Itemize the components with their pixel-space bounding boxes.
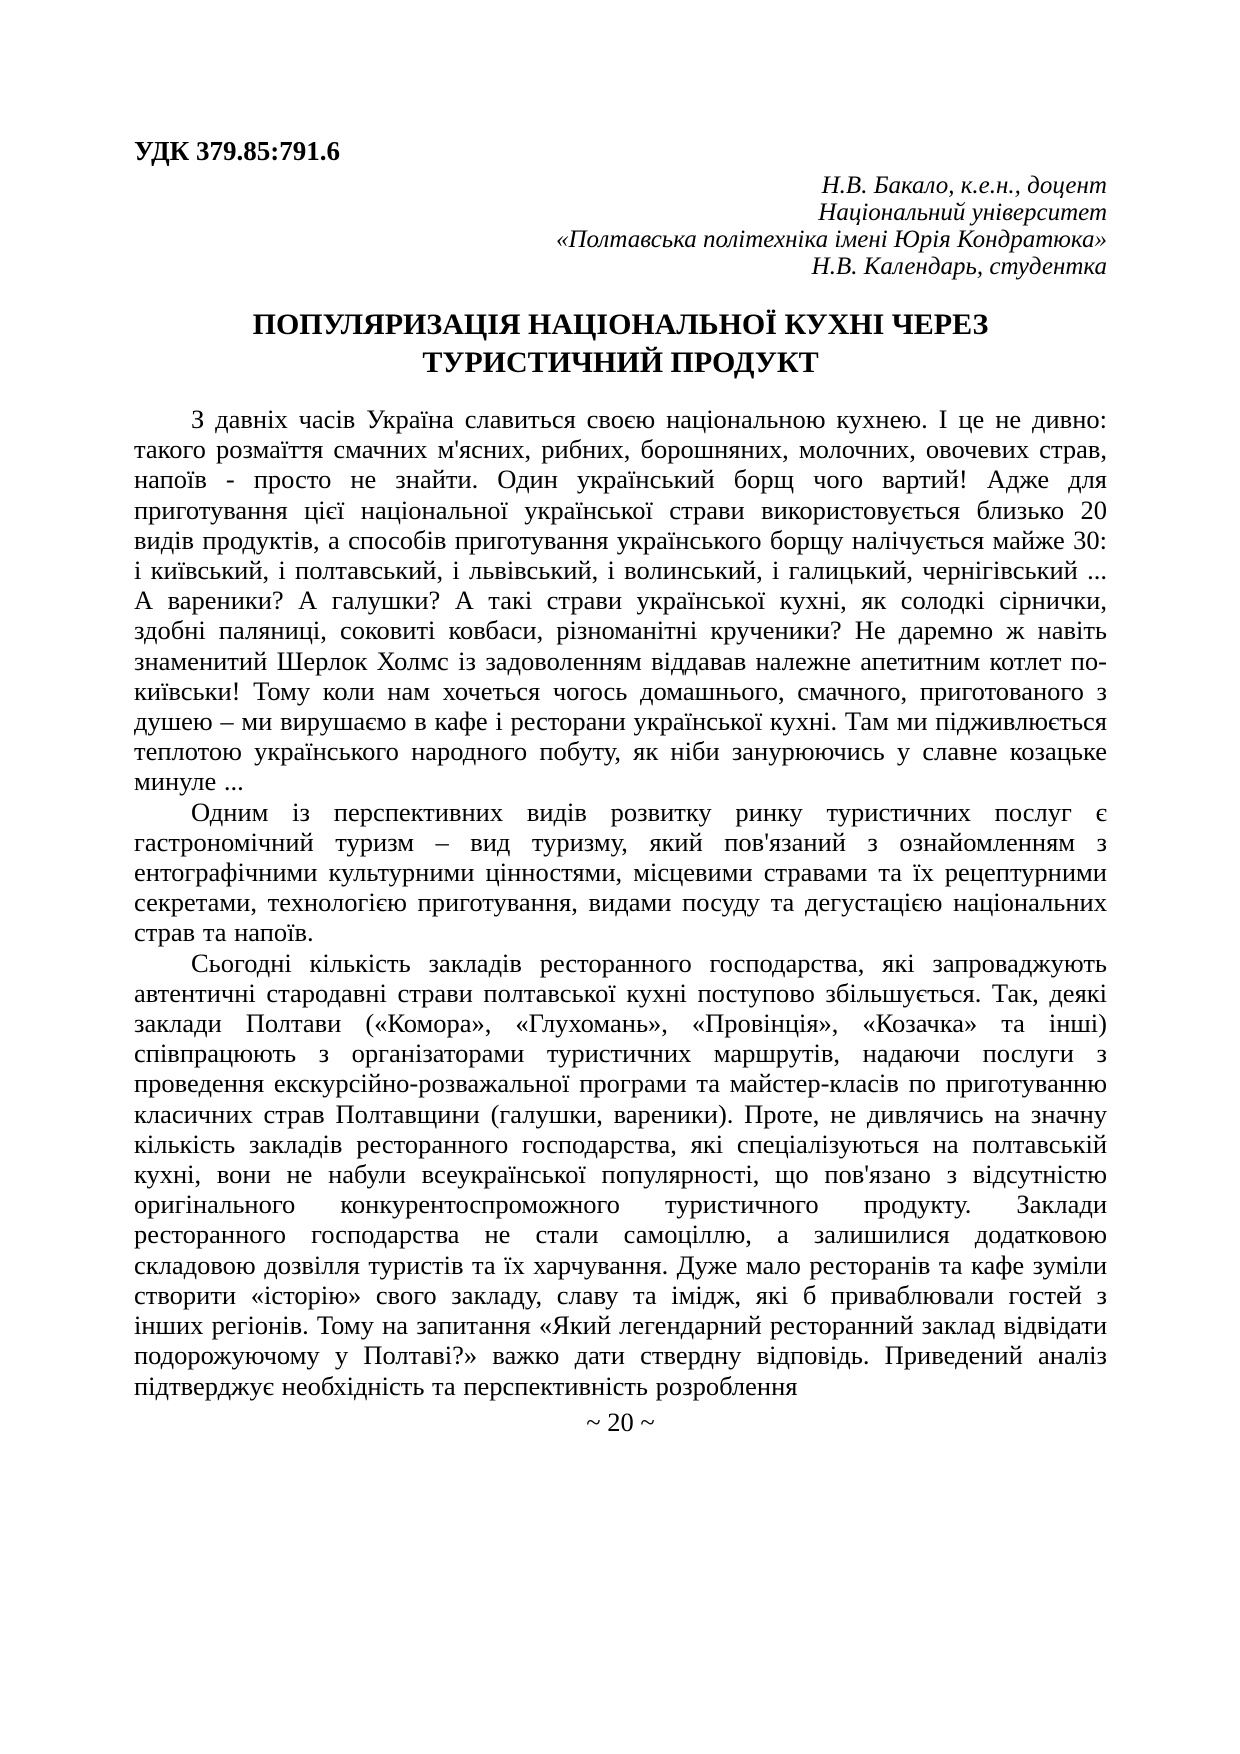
page-number: ~ 20 ~ xyxy=(586,1406,655,1437)
author-line: Н.В. Бакало, к.е.н., доцент xyxy=(821,172,1107,199)
author-line: Н.В. Календарь, студентка xyxy=(811,253,1107,280)
author-block xyxy=(134,172,1107,280)
article-body xyxy=(134,404,1107,1401)
author-line: «Полтавська політехніка імені Юрія Кондратюка» xyxy=(556,226,1107,253)
udc-code: УДК 379.85:791.6 xyxy=(134,136,340,166)
author-line: Національний університет xyxy=(818,199,1107,226)
paragraph: Сьогодні кількість закладів ресторанного господарства, які запроваджують автентичні стародавні страви полтавської кухні поступово збільшується. Так, деякі заклади Полтави («Комора», «Глухомань», «Провінція», «Козачка» та інші) співпрацюють з організаторами туристичних маршрутів, надаючи послуги з проведення екскурсійно-розважальної програми та майстер-класів по приготуванню класичних страв Полтавщини (галушки, вареники). Проте, не дивлячись на значну кількість закладів ресторанного господарства, які спеціалізуються на полтавській кухні, вони не набули всеукраїнської популярності, що пов'язано з відсутністю оригінального конкурентоспроможного туристичного продукту. Заклади ресторанного господарства не стали самоціллю, а залишилися додатковою складовою дозвілля туристів та їх харчування. Дуже мало ресторанів та кафе зуміли створити «історію» свого закладу, славу та імідж, які б приваблювали гостей з інших регіонів. Тому на запитання «Який легендарний ресторанний заклад відвідати подорожуючому у Полтаві?» важко дати ствердну відповідь. Приведений аналіз підтверджує необхідність та перспективність розроблення xyxy=(134,947,1107,1401)
article-title: ПОПУЛЯРИЗАЦІЯ НАЦІОНАЛЬНОЇ КУХНІ ЧЕРЕЗ ТУРИСТИЧНИЙ ПРОДУКТ xyxy=(252,308,989,379)
paragraph: З давніх часів Україна славиться своєю національною кухнею. І це не дивно: такого розмаїття смачних м'ясних, рибних, борошняних, молочних, овочевих страв, напоїв - просто не знайти. Один український борщ чого вартий! Адже для приготування цієї національної української страви використовується близько 20 видів продуктів, а способів приготування українського борщу налічується майже 30: і київський, і полтавський, і львівський, і волинський, і галицький, чернігівський ... А вареники? А галушки? А такі страви української кухні, як солодкі сірнички, здобні паляниці, соковиті ковбаси, різноманітні крученики? Не даремно ж навіть знаменитий Шерлок Холмс із задоволенням віддавав належне апетитним котлет по-київськи! Тому коли нам хочеться чогось домашнього, смачного, приготованого з душею – ми вирушаємо в кафе і ресторани української кухні. Там ми підживлюється теплотою українського народного побуту, як ніби занурюючись у славне козацьке минуле ... xyxy=(134,404,1107,797)
paragraph: Одним із перспективних видів розвитку ринку туристичних послуг є гастрономічний туризм – вид туризму, який пов'язаний з ознайомленням з ентографічними культурними цінностями, місцевими стравами та їх рецептурними секретами, технологією приготування, видами посуду та дегустацією національних страв та напоїв. xyxy=(134,796,1107,948)
